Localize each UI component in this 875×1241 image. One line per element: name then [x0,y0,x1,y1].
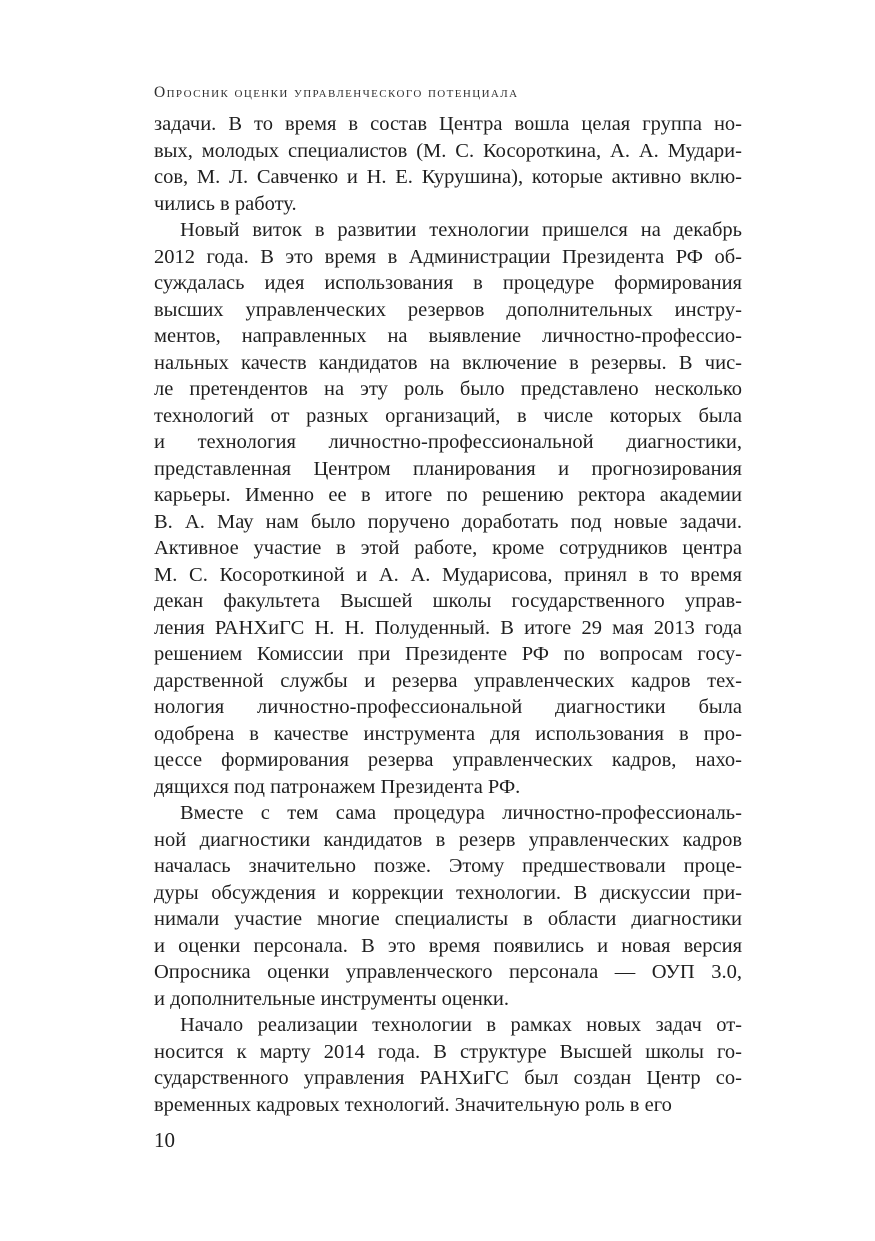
text-line: суждалась идея использования в процедуре формирования [154,272,742,294]
text-line: В. А. Мау нам было поручено доработать под новые задачи. [154,510,742,533]
text-line: решением Комиссии при Президенте РФ по вопросам госу- [154,643,742,665]
paragraph [154,800,742,1012]
text-line: задачи. В то время в состав Центра вошла целая группа но- [154,113,742,135]
text-line: декан факультета Высшей школы государственного управ- [154,590,742,612]
text-line: сударственного управления РАНХиГС был создан Центр со- [154,1067,742,1089]
text-line: временных кадровых технологий. Значительную роль в его [154,1093,672,1116]
text-line: нимали участие многие специалисты в области диагностики [154,908,742,930]
text-line: и оценки персонала. В это время появились и новая версия [154,934,742,957]
text-line: дарственной службы и резерва управленческих кадров тех- [154,669,742,692]
text-line: Начало реализации технологии в рамках новых задач от- [180,1014,742,1036]
text-line: нальных качеств кандидатов на включение в резервы. В чис- [154,351,742,374]
text-line: и технология личностно-профессиональной диагностики, [154,431,742,453]
text-line: Активное участие в этой работе, кроме сотрудников центра [154,537,742,559]
text-line: 2012 года. В это время в Администрации Президента РФ об- [154,245,742,268]
text-line: одобрена в качестве инструмента для использования в про- [154,722,742,745]
paragraph [154,1012,742,1118]
text-line: ной диагностики кандидатов в резерв управленческих кадров [154,828,742,851]
text-line: Новый виток в развитии технологии пришелся на декабрь [180,219,742,241]
text-line: ментов, направленных на выявление личностно-профессио- [154,325,742,347]
text-line: М. С. Косороткиной и А. А. Мударисова, принял в то время [154,563,742,586]
text-line: нология личностно-профессиональной диагностики была [154,696,742,718]
text-line: Опросника оценки управленческого персонала — ОУП 3.0, [154,961,742,983]
text-line: технологий от разных организаций, в числе которых была [154,404,742,427]
text-line: дящихся под патронажем Президента РФ. [154,775,521,798]
running-header: Опросник оценки управленческого потенциала [154,84,519,101]
paragraph [154,111,742,217]
text-line: ления РАНХиГС Н. Н. Полуденный. В итоге 29 мая 2013 года [154,616,742,639]
body-text [154,111,742,1118]
text-line: и дополнительные инструменты оценки. [154,987,509,1010]
page-number: 10 [154,1128,175,1152]
text-line: Вместе с тем сама процедура личностно-профессиональ- [180,802,742,824]
text-line: карьеры. Именно ее в итоге по решению ректора академии [154,484,742,506]
text-line: началась значительно позже. Этому предшествовали проце- [154,855,742,877]
text-line: чились в работу. [154,192,297,215]
text-line: дуры обсуждения и коррекции технологии. В дискуссии при- [154,881,742,904]
text-line: представленная Центром планирования и прогнозирования [154,457,742,480]
text-line: носится к марту 2014 года. В структуре Высшей школы го- [154,1040,742,1063]
text-line: сов, М. Л. Савченко и Н. Е. Курушина), которые активно вклю- [154,166,742,188]
text-line: вых, молодых специалистов (М. С. Косороткина, А. А. Мудари- [154,139,742,162]
text-line: цессе формирования резерва управленческих кадров, нахо- [154,749,742,771]
paragraph [154,217,742,800]
text-line: ле претендентов на эту роль было представлено несколько [154,378,742,400]
text-line: высших управленческих резервов дополнительных инстру- [154,298,742,321]
